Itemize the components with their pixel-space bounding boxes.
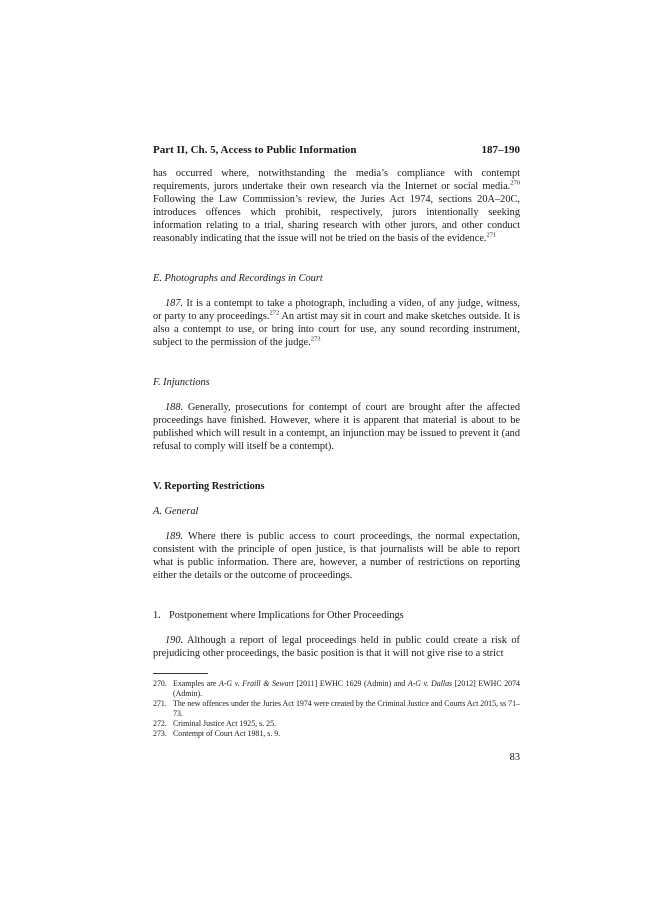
footnote-272 xyxy=(153,719,520,729)
section-heading-v: V. Reporting Restrictions xyxy=(153,481,265,492)
footnote-number: 273. xyxy=(153,729,167,738)
footnote-271 xyxy=(153,699,520,719)
footnotes xyxy=(153,679,520,739)
section-heading-a-general: A. General xyxy=(153,506,199,517)
footnote-text: Examples are A-G v. Fraill & Sewart [2011] EWHC 1629 (Admin) and A-G v. Dallas [2012] EWHC 2074 (Admin). xyxy=(173,679,520,698)
footnote-divider xyxy=(153,673,208,674)
paragraph-number: 190. xyxy=(165,635,184,646)
running-header-paragraph-range: 187–190 xyxy=(481,144,520,156)
footnote-270 xyxy=(153,679,520,699)
paragraph-190: 190. Although a report of legal proceedings held in public could create a risk of prejudicing other proceedings, the basic position is that it will not give rise to a strict xyxy=(153,635,520,659)
paragraph-189: 189. Where there is public access to court proceedings, the normal expectation, consistent with the principle of open justice, is that journalists will be able to report what is public information. There are, however, a number of restrictions on reporting either the details or the outcome of proceedings. xyxy=(153,531,520,581)
footnote-ref-273[interactable]: 273 xyxy=(310,335,321,343)
footnote-ref-270[interactable]: 270 xyxy=(510,179,520,187)
running-header xyxy=(153,143,520,157)
footnote-text: The new offences under the Juries Act 1974 were created by the Criminal Justice and Courts Act 2015, ss 71–73. xyxy=(173,699,520,718)
heading-number: 1. xyxy=(153,610,161,621)
opening-paragraph: has occurred where, notwithstanding the media’s compliance with contempt requirements, jurors undertake their own research via the Internet or social media.$^{270}$ Following the Law Commission’s review, the Juries Act 1974, sections 20A–20C, introduces offences which prohibit, respectively, jurors intentionally seeking information relating to a trial, sharing research with other jurors, and other conduct reasonably indicating that the issue will not be tried on the basis of the evidence.$^{271}$ xyxy=(153,168,520,244)
page-number: 83 xyxy=(509,752,520,763)
paragraph-number: 187. xyxy=(165,298,184,309)
footnote-number: 272. xyxy=(153,719,167,728)
footnote-text: Criminal Justice Act 1925, s. 25. xyxy=(173,719,277,728)
footnote-number: 271. xyxy=(153,699,167,708)
footnote-ref-272[interactable]: 272 xyxy=(269,309,280,317)
heading-text: Postponement where Implications for Other Proceedings xyxy=(169,610,404,621)
paragraph-number: 188. xyxy=(165,402,184,413)
page-body xyxy=(153,143,520,660)
footnote-text: Contempt of Court Act 1981, s. 9. xyxy=(173,729,281,738)
section-heading-f: F. Injunctions xyxy=(153,377,210,388)
section-heading-1 xyxy=(153,609,520,622)
footnote-number: 270. xyxy=(153,679,167,688)
running-header-title: Part II, Ch. 5, Access to Public Information xyxy=(153,144,357,156)
footnote-273 xyxy=(153,729,520,739)
paragraph-number: 189. xyxy=(165,531,184,542)
section-heading-e: E. Photographs and Recordings in Court xyxy=(153,273,323,284)
footnote-ref-271[interactable]: 271 xyxy=(486,231,497,239)
paragraph-187: 187. It is a contempt to take a photograph, including a video, of any judge, witness, or party to any proceedings.$^{272}$ An artist may sit in court and make sketches outside. It is also a contempt to use, or bring into court for use, any sound recording instrument, subject to the permission of the judge.$^{273}$ xyxy=(153,298,520,348)
paragraph-188: 188. Generally, prosecutions for contempt of court are brought after the affected proceedings have finished. However, where it is apparent that material is about to be published which will result in a contempt, an injunction may be issued to prevent it (and refusal to comply will itself be a contempt). xyxy=(153,402,520,452)
